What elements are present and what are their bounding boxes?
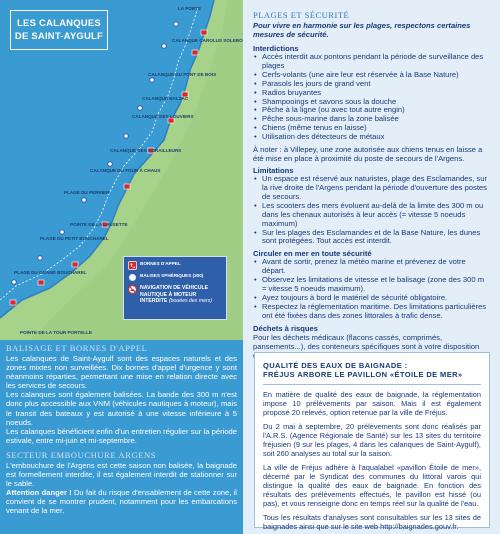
villepey-note: À noter : à Villepey, une zone autorisée aux chiens tenus en laisse a été mise en place à proximité du poste de secours de l'Argens. [253, 145, 483, 164]
list-item: • Cerfs-volants (une aire leur est réservée à la Base Nature) [253, 71, 490, 80]
argens-warning-bold: Attention danger ! [6, 488, 72, 498]
map [0, 0, 243, 340]
argens-heading: SECTEUR EMBOUCHURE ARGENS [6, 449, 157, 460]
list-item: • Avant de sortir, prenez la météo marine et prévenez de votre départ. [253, 258, 490, 276]
balisage-heading: BALISAGE ET BORNES D'APPEL [6, 343, 148, 353]
jetski-forbidden-icon [128, 285, 137, 294]
legend-item-nav [128, 285, 222, 305]
balisage-paragraph: Les calanques sont également balisées. La bande des 300 m n'est donc plus accessible aux VNM (véhicules nautiques à moteur), mais le transit des bateaux y est autorisé à une vitesse inférieure à 5 noeuds. [6, 390, 237, 427]
place-label: PLAGE DU GRAND BOUCHAREL [14, 270, 87, 275]
legend-nav-line3: INTERDITE [140, 298, 168, 304]
quality-paragraph: Du 2 mai à septembre, 20 prélèvements sont donc réalisés par l'A.R.S. (Agence Régionale de Santé) sur les 13 sites du territoire fréjusien (9 sur les plages, 4 dans les calanques de Saint-Aygulf), soit 260 analyses au total sur la saison. [263, 422, 481, 458]
argens-paragraph: L'embouchure de l'Argens est cette saison non balisée, la baignade est formellement interdite, il est également interdit de stationner sur le sable. [6, 460, 237, 489]
place-label: CALANQUE DU PONT DE BOIS [148, 72, 217, 77]
list-item: • Accès interdit aux pontons pendant la période de surveillance des plages [253, 53, 490, 71]
argens-warning-text: Du fait du risque d'ensablement de cette zone, il convient de se montrer prudent, notamment pour les embarcations venant de la mer. [6, 488, 237, 516]
legend-item-call [128, 261, 222, 270]
quality-paragraph: En matière de qualité des eaux de baignade, la réglementation impose 10 prélèvements par saison. Mais il est également proposé 20 relevés, option retenue par la ville de Fréjus. [263, 390, 481, 417]
place-label: CALANQUE BALZAC [142, 96, 189, 101]
buoy-icon [128, 273, 137, 282]
left-column [0, 0, 243, 534]
circuler-title: Circuler en mer en toute sécurité [253, 249, 372, 259]
quality-paragraph: Tous les résultats d'analyses sont consultables sur les 13 sites de baignades ainsi que sur le site web http://baignades.gouv.fr. [263, 513, 481, 531]
list-item: • Shampooings et savons sous la douche [253, 98, 490, 107]
dechets-text: Pour les déchets médicaux (flacons cassés, comprimés, pansements...), des conteneurs spécifiques sont à votre disposition [253, 332, 480, 351]
phone-icon [128, 261, 137, 270]
legend-nav-line1: NAVIGATION DE VÉHICULE [140, 285, 209, 291]
legend-label-buoy: BALISES SPHÉRIQUES (300) [140, 273, 204, 278]
legend-nav-line2: NAUTIQUE À MOTEUR [140, 291, 197, 298]
interdictions-title: Interdictions [253, 44, 299, 53]
balisage-paragraph: Les calanques bénéficient enfin d'un entretien régulier sur la période estivale, entre mi-juin et mi-septembre. [6, 426, 237, 445]
list-item: • Respectez la réglementation maritime. Des limitations particulières ont été fixées dans des zones littorales à trafic dense. [253, 303, 490, 321]
argens-warning [6, 488, 237, 515]
quality-paragraph: La ville de Fréjus adhère à l'aqualabel «pavillon Étoile de mer», décerné par le Syndicat des communes du littoral varois qui distingue la qualité des eaux de baignade. En fonction des résultats des prélèvements effectués, le pavillon est hissé (ou pas), et vous renseigne donc en temps réel sur la qualité de l'eau. [263, 463, 481, 508]
list-item: • Les scooters des mers évoluent au-delà de la limite des 300 m ou dans les chenaux autorisés à leur accès (= vitesse 5 noeuds maximum) [253, 202, 490, 229]
legend-label-call: BORNES D'APPEL [140, 261, 181, 266]
list-item: • Chiens (même tenus en laisse) [253, 124, 490, 133]
limitations-list [253, 175, 490, 246]
list-item: • Parasols les jours de grand vent [253, 80, 490, 89]
map-legend [123, 256, 227, 320]
place-label: PLAGE DU PERRIER [64, 190, 110, 195]
place-label: CALANQUE DES CORAILLEURS [110, 148, 182, 153]
map-title-line1: LES CALANQUES [17, 18, 101, 29]
list-item: • Pêche à la ligne (ou avec tout autre engin) [253, 106, 490, 115]
place-label: CALANQUE DES LOUVIERS [132, 114, 194, 119]
list-item: • Sur les plages des Esclamandes et de la Base Nature, les dunes sont protégées. Tout accès est interdit. [253, 229, 490, 247]
legend-label-nav [140, 285, 212, 305]
safety-section [243, 0, 500, 360]
map-title-line2: DE SAINT-AYGULF [14, 31, 104, 42]
place-label: PLAGE DU PETIT BOUCHAREL [40, 236, 109, 241]
list-item: • Utilisation des détecteurs de métaux [253, 133, 490, 142]
left-text-section [0, 342, 243, 534]
place-label: LA PORTE [178, 6, 202, 11]
place-label: POINTE DE LA LAUSETTE [70, 222, 128, 227]
legend-item-buoy [128, 273, 222, 282]
list-item: • Un espace est réservé aux naturistes, plage des Esclamandes, sur la rive droite de l'Argens pendant la période d'ouverture des postes de secours. [253, 175, 490, 202]
place-label: POINTE DE LA TOUR PORTELLE [20, 330, 92, 335]
safety-intro: Pour vivre en harmonie sur les plages, respectons certaines mesures de sécurité. [253, 21, 471, 39]
list-item: • Ayez toujours à bord le matériel de sécurité obligatoire. [253, 294, 490, 303]
divider [263, 384, 481, 385]
circuler-list [253, 258, 490, 320]
quality-heading-line1: QUALITÉ DES EAUX DE BAIGNADE : [263, 361, 408, 370]
list-item: • Pêche sous-marine dans la zone balisée [253, 115, 490, 124]
list-item: • Radios bruyantes [253, 89, 490, 98]
list-item: • Observez les limitations de vitesse et le balisage (zone des 300 m = vitesse 5 noeuds maximum). [253, 276, 490, 294]
map-title [10, 10, 108, 50]
legend-nav-small: (bouées des mers) [168, 298, 213, 304]
interdictions-list [253, 53, 490, 142]
place-label: CALANQUE DU FOUR À CHAUX [90, 168, 161, 173]
safety-heading: PLAGES ET SÉCURITÉ [253, 10, 350, 20]
dechets-title: Déchets à risques [253, 323, 318, 333]
limitations-title: Limitations [253, 166, 294, 176]
place-label: CALANQUE CAROLUS SOLEBO [172, 38, 243, 43]
water-quality-box [254, 352, 490, 531]
balisage-paragraph: Les calanques de Saint-Aygulf sont des espaces naturels et des zones mixtes non surveillées. Dix bornes d'appel d'urgence y sont néanmoins réparties, permettant une mise en relation directe avec les services de secours. [6, 354, 237, 391]
quality-heading-line2: FRÉJUS ARBORE LE PAVILLON «ÉTOILE DE MER» [263, 370, 463, 379]
